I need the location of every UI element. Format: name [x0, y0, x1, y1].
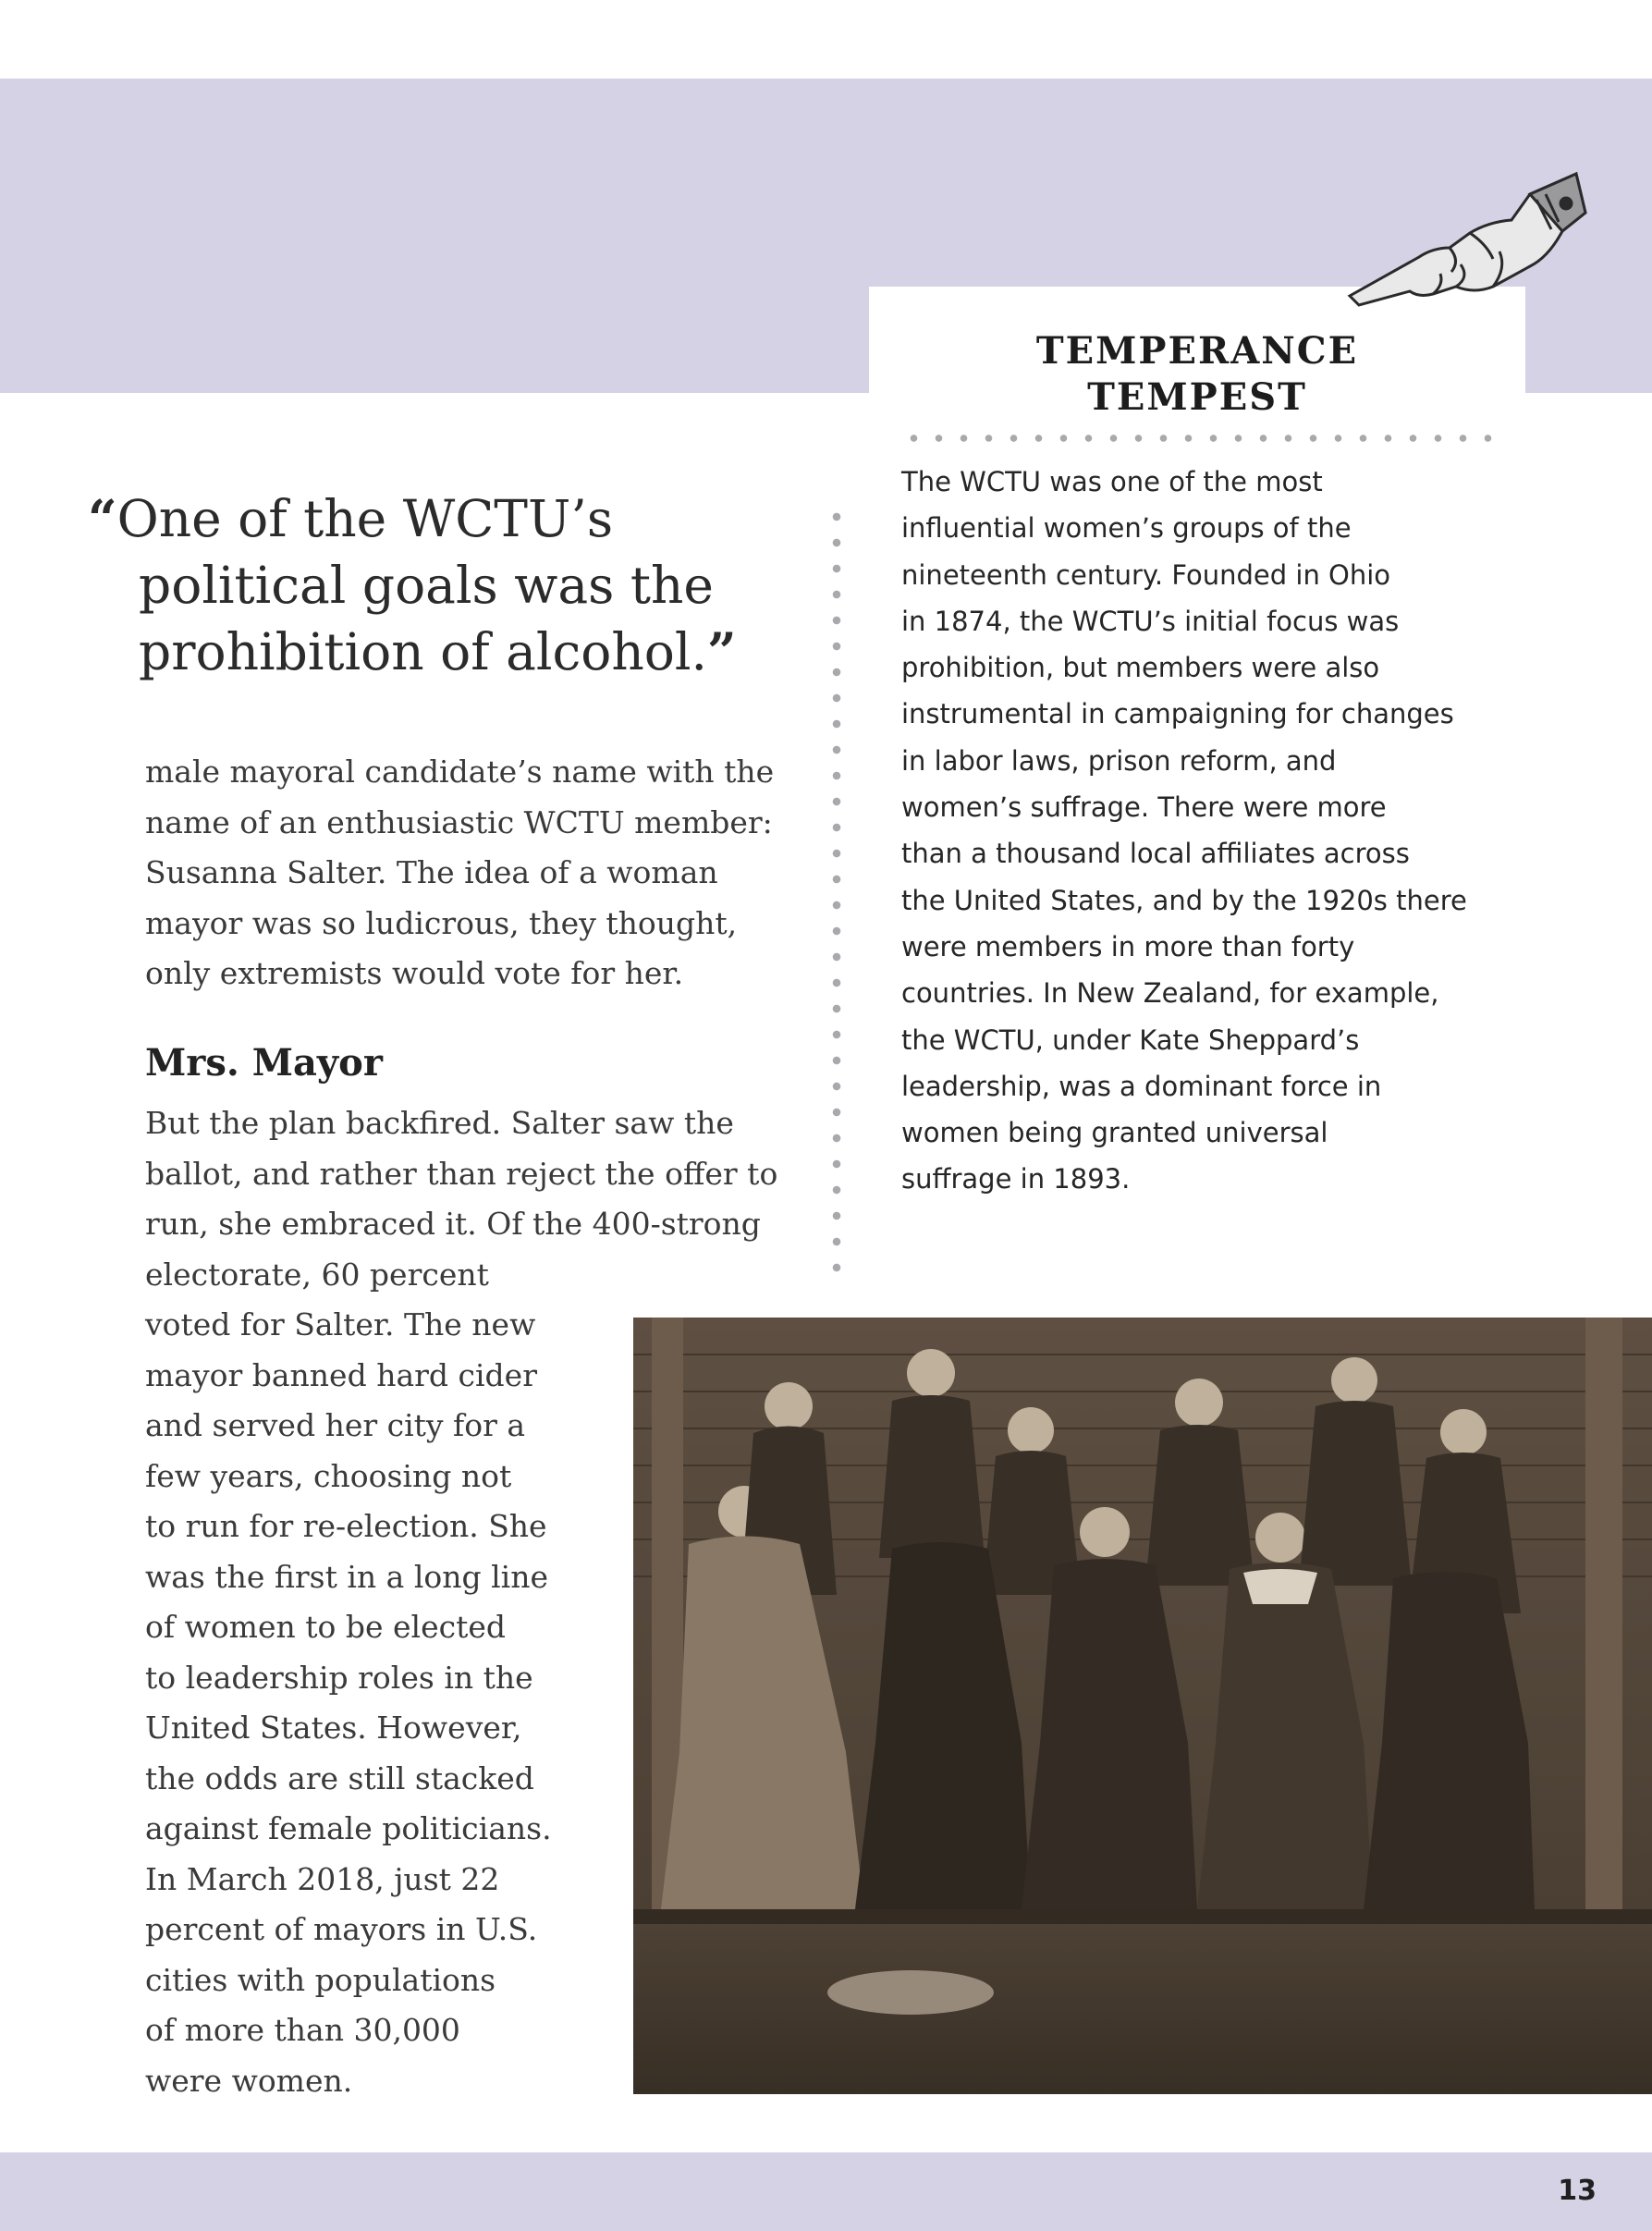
body-line: to run for re-election. She	[145, 1508, 547, 1544]
body-line: run, she embraced it. Of the 400-strong	[145, 1206, 761, 1242]
body-line: voted for Salter. The new	[145, 1306, 536, 1342]
sidebar-line: the United States, and by the 1920s there	[901, 884, 1467, 916]
body-line: of women to be elected	[145, 1609, 507, 1645]
sidebar-line: influential women’s groups of the	[901, 512, 1352, 545]
close-quote-mark: ”	[707, 621, 737, 681]
pull-quote-text: prohibition of alcohol.	[139, 622, 707, 681]
body-line: mayor was so ludicrous, they thought,	[145, 904, 738, 941]
body-line: few years, choosing not	[145, 1457, 512, 1494]
body-line: was the first in a long line	[145, 1558, 548, 1595]
body-line: against female politicians.	[145, 1810, 552, 1846]
sidebar-line: than a thousand local affiliates across	[901, 838, 1410, 870]
body-line: United States. However,	[145, 1710, 522, 1746]
body-line: cities with populations	[145, 1961, 496, 1998]
body-line: In March 2018, just 22	[145, 1860, 500, 1897]
sidebar-title-line: TEMPEST	[1087, 375, 1307, 419]
body-line: of more than 30,000	[145, 2012, 460, 2048]
sidebar-line: in labor laws, prison reform, and	[901, 744, 1337, 777]
body-line: percent of mayors in U.S.	[145, 1911, 538, 1947]
sidebar-line: were members in more than forty	[901, 930, 1355, 962]
body-line: and served her city for a	[145, 1407, 526, 1443]
sidebar-title-line: TEMPERANCE	[1035, 329, 1359, 373]
group-photo	[633, 1318, 1652, 2094]
pointing-hand-icon	[1331, 148, 1590, 314]
footer-band	[0, 2152, 1652, 2231]
body-line: But the plan backfired. Salter saw the	[145, 1105, 734, 1141]
body-line: Susanna Salter. The idea of a woman	[145, 854, 718, 890]
pull-quote	[88, 485, 818, 685]
section-heading: Mrs. Mayor	[145, 1041, 383, 1085]
sidebar-line: women being granted universal	[901, 1117, 1328, 1149]
open-quote-mark: “	[88, 488, 117, 548]
pull-quote-text: political goals was the	[139, 556, 714, 615]
page-number: 13	[1558, 2175, 1597, 2207]
body-line: ballot, and rather than reject the offer to	[145, 1155, 778, 1192]
pull-quote-text: One of the WCTU’s	[116, 489, 614, 548]
sidebar-line: instrumental in campaigning for changes	[901, 698, 1454, 730]
sidebar-line: nineteenth century. Founded in Ohio	[901, 558, 1391, 591]
sidebar-line: women’s suffrage. There were more	[901, 791, 1387, 824]
body-line: the odds are still stacked	[145, 1759, 534, 1796]
body-line: male mayoral candidate’s name with the	[145, 754, 775, 790]
sidebar-title	[869, 328, 1525, 421]
pull-quote-line-1	[88, 485, 818, 552]
body-line: only extremists would vote for her.	[145, 955, 684, 991]
body-line: were women.	[145, 2062, 353, 2099]
sidebar-body	[901, 459, 1493, 1203]
body-paragraph-1	[145, 747, 829, 999]
sidebar-line: suffrage in 1893.	[901, 1163, 1131, 1195]
body-line: name of an enthusiastic WCTU member:	[145, 803, 773, 840]
body-line: electorate, 60 percent	[145, 1256, 489, 1293]
dotted-divider-horizontal	[901, 432, 1493, 445]
sidebar-line: the WCTU, under Kate Sheppard’s	[901, 1024, 1360, 1056]
pull-quote-line-2	[88, 552, 818, 619]
body-line: to leadership roles in the	[145, 1659, 533, 1696]
pull-quote-line-3	[88, 619, 818, 685]
sidebar-line: prohibition, but members were also	[901, 652, 1380, 684]
sidebar-line: countries. In New Zealand, for example,	[901, 977, 1439, 1010]
body-line: mayor banned hard cider	[145, 1356, 537, 1393]
sidebar-line: in 1874, the WCTU’s initial focus was	[901, 605, 1400, 637]
sidebar-line: The WCTU was one of the most	[901, 466, 1323, 497]
sidebar-line: leadership, was a dominant force in	[901, 1070, 1382, 1102]
dotted-divider-vertical	[829, 504, 844, 1285]
